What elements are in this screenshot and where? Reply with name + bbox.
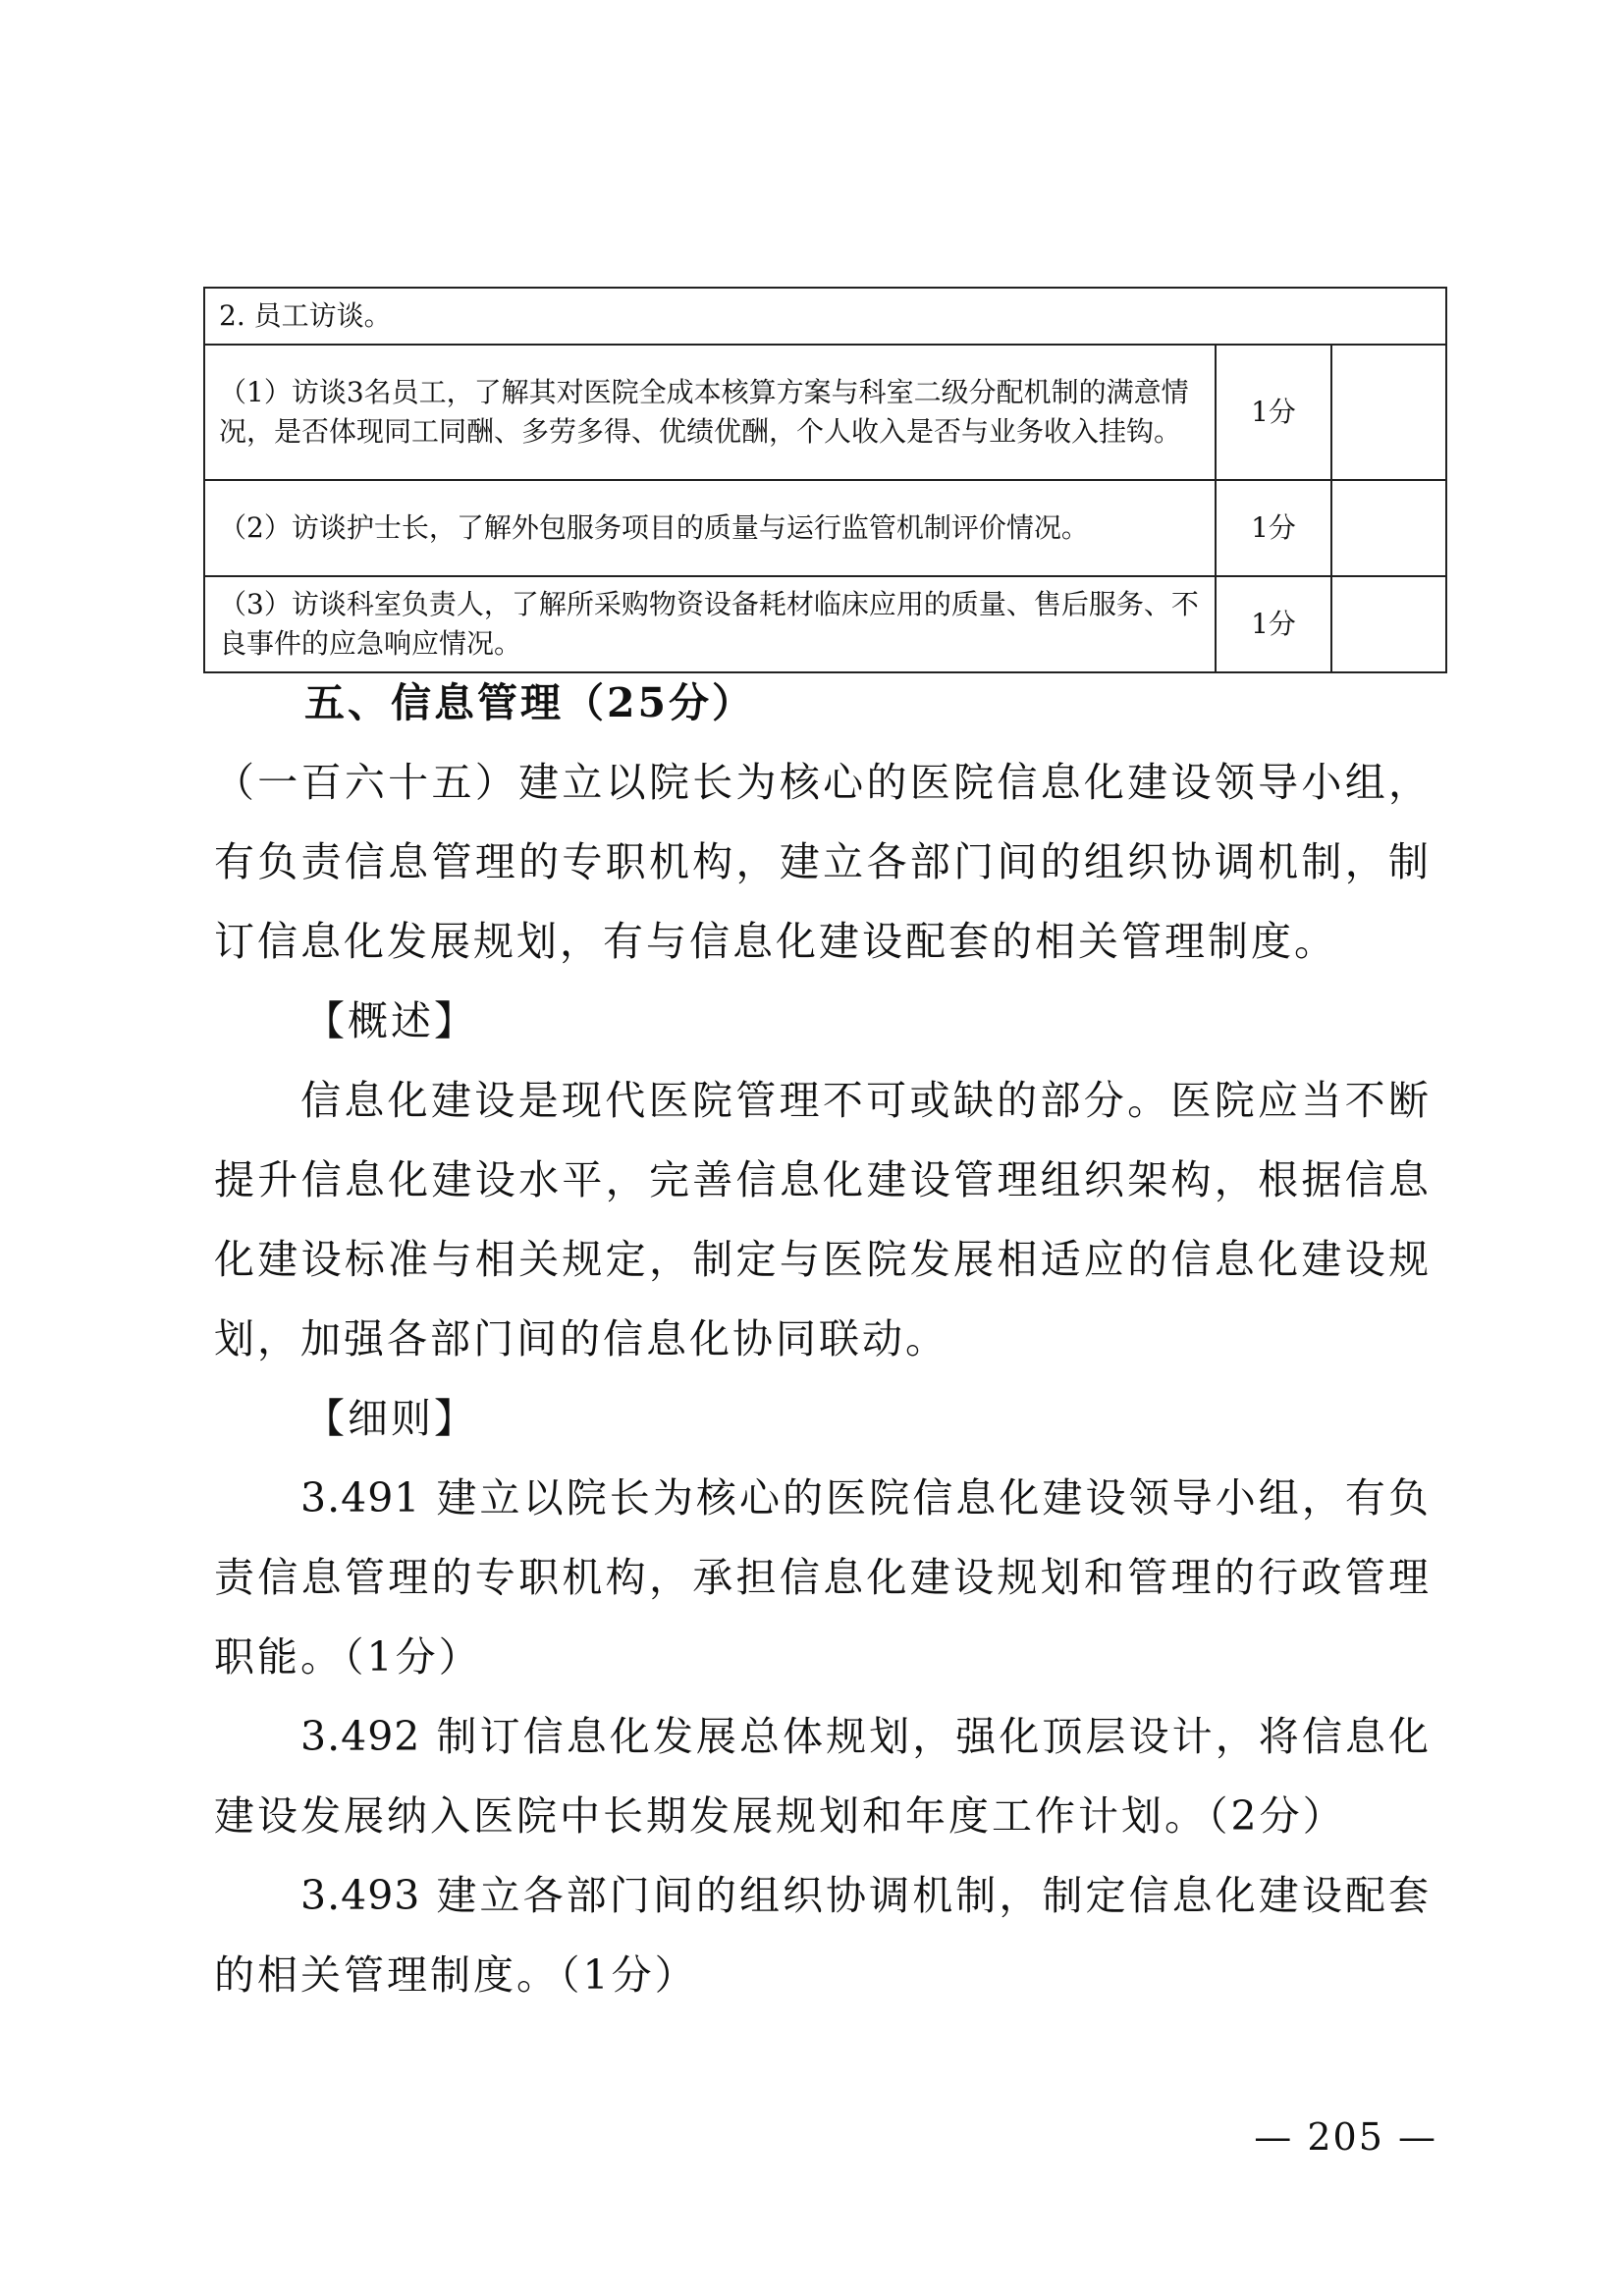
table-row — [204, 576, 1446, 672]
criterion-text-cell: （1）访谈3名员工，了解其对医院全成本核算方案与科室二级分配机制的满意情况，是否体现同工同酬、多劳多得、优绩优酬，个人收入是否与业务收入挂钩。 — [204, 345, 1216, 480]
rule-number: 3.493 — [300, 1872, 421, 1919]
overview-paragraph: 信息化建设是现代医院管理不可或缺的部分。医院应当不断提升信息化建设水平，完善信息化建设管理组织架构，根据信息化建设标准与相关规定，制定与医院发展相适应的信息化建设规划，加强各部门间的信息化协同联动。 — [214, 1077, 1432, 1362]
page-number: — 205 — — [1254, 2115, 1437, 2159]
result-cell — [1331, 480, 1446, 576]
overview-title: 【概述】 — [304, 997, 477, 1044]
table-title-cell: 2. 员工访谈。 — [204, 288, 1446, 345]
rule-number: 3.491 — [300, 1474, 421, 1522]
result-cell — [1331, 345, 1446, 480]
assessment-table — [203, 287, 1447, 673]
table-title-row — [204, 288, 1446, 345]
rule-item — [214, 1697, 1432, 1856]
rules-title: 【细则】 — [304, 1395, 477, 1442]
rule-item — [214, 1459, 1432, 1697]
article-paragraph: （一百六十五）建立以院长为核心的医院信息化建设领导小组，有负责信息管理的专职机构，建立各部门间的组织协调机制，制订信息化发展规划，有与信息化建设配套的相关管理制度。 — [214, 759, 1432, 965]
score-cell: 1分 — [1216, 345, 1331, 480]
criterion-text-cell: （3）访谈科室负责人，了解所采购物资设备耗材临床应用的质量、售后服务、不良事件的应急响应情况。 — [204, 576, 1216, 672]
result-cell — [1331, 576, 1446, 672]
score-cell: 1分 — [1216, 576, 1331, 672]
rule-text: 建立以院长为核心的医院信息化建设领导小组，有负责信息管理的专职机构，承担信息化建设规划和管理的行政管理职能。（1分） — [214, 1474, 1432, 1681]
rule-text: 建立各部门间的组织协调机制，制定信息化建设配套的相关管理制度。（1分） — [214, 1872, 1432, 1999]
criterion-text-cell: （2）访谈护士长，了解外包服务项目的质量与运行监管机制评价情况。 — [204, 480, 1216, 576]
table-row — [204, 345, 1446, 480]
table-row — [204, 480, 1446, 576]
score-cell: 1分 — [1216, 480, 1331, 576]
rule-text: 制订信息化发展总体规划，强化顶层设计，将信息化建设发展纳入医院中长期发展规划和年度工作计划。（2分） — [214, 1713, 1432, 1840]
section-heading: 五、信息管理（25分） — [304, 679, 756, 726]
rule-item — [214, 1856, 1432, 2015]
main-content — [214, 664, 1432, 2015]
rule-number: 3.492 — [300, 1713, 421, 1760]
